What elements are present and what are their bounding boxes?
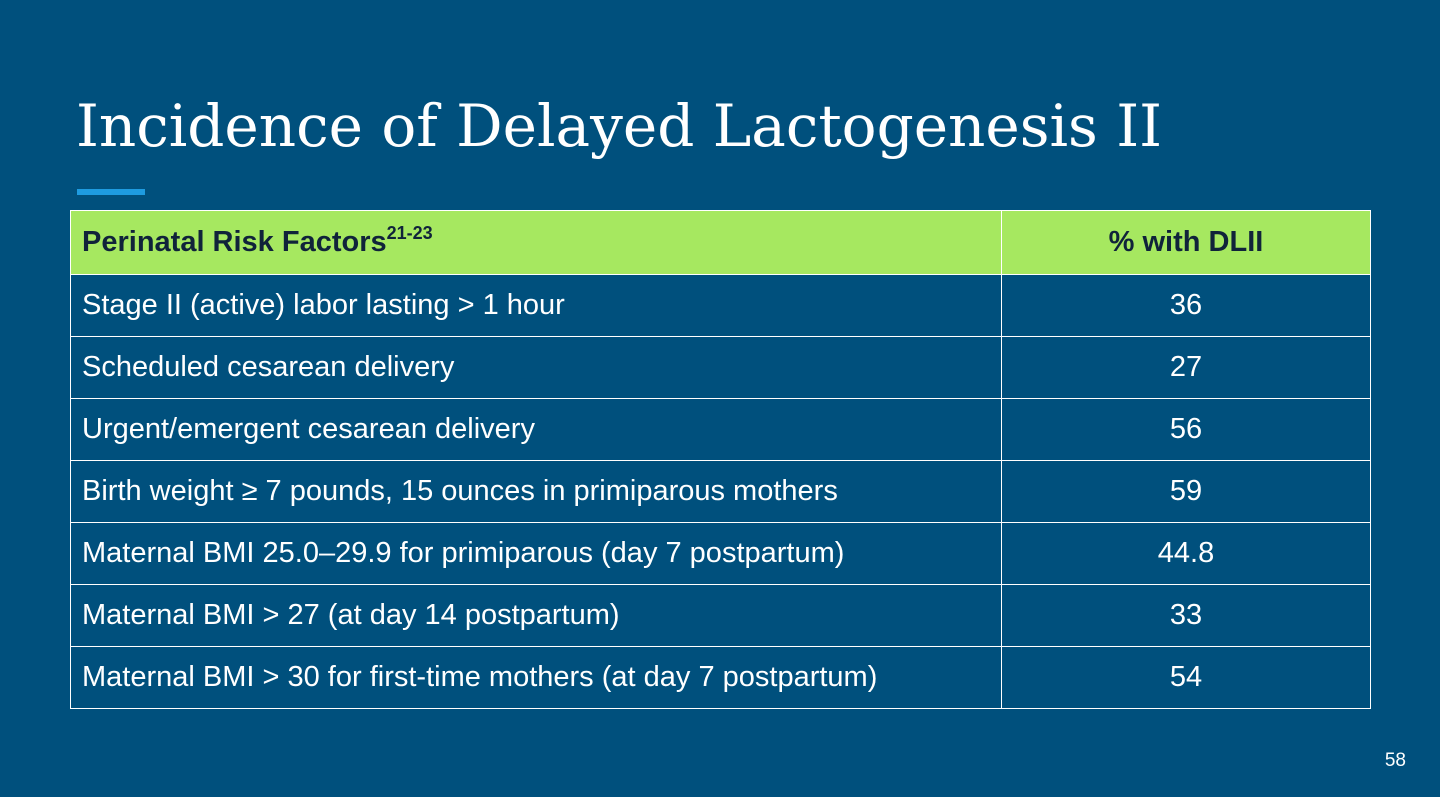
slide-title: Incidence of Delayed Lactogenesis II bbox=[76, 92, 1163, 160]
title-accent-bar bbox=[77, 189, 145, 195]
risk-factor-cell: Scheduled cesarean delivery bbox=[71, 337, 1002, 399]
header-risk-factors-label: Perinatal Risk Factors bbox=[82, 226, 387, 258]
table-row bbox=[71, 275, 1371, 337]
citation-superscript: 21-23 bbox=[386, 223, 433, 243]
header-percent-dlii: % with DLII bbox=[1002, 211, 1371, 275]
risk-factor-cell: Maternal BMI 25.0–29.9 for primiparous (day 7 postpartum) bbox=[71, 523, 1002, 585]
percent-cell: 36 bbox=[1002, 275, 1371, 337]
table-row bbox=[71, 461, 1371, 523]
percent-cell: 33 bbox=[1002, 585, 1371, 647]
table-row bbox=[71, 647, 1371, 709]
table-row bbox=[71, 585, 1371, 647]
table-row bbox=[71, 399, 1371, 461]
table-row bbox=[71, 523, 1371, 585]
percent-cell: 59 bbox=[1002, 461, 1371, 523]
risk-factor-cell: Birth weight ≥ 7 pounds, 15 ounces in primiparous mothers bbox=[71, 461, 1002, 523]
percent-cell: 54 bbox=[1002, 647, 1371, 709]
table-row bbox=[71, 337, 1371, 399]
risk-factor-cell: Stage II (active) labor lasting > 1 hour bbox=[71, 275, 1002, 337]
risk-factor-cell: Maternal BMI > 30 for first-time mothers (at day 7 postpartum) bbox=[71, 647, 1002, 709]
percent-cell: 27 bbox=[1002, 337, 1371, 399]
risk-factor-cell: Urgent/emergent cesarean delivery bbox=[71, 399, 1002, 461]
percent-cell: 44.8 bbox=[1002, 523, 1371, 585]
header-risk-factors bbox=[71, 211, 1002, 275]
risk-factors-table bbox=[70, 210, 1371, 709]
risk-factor-cell: Maternal BMI > 27 (at day 14 postpartum) bbox=[71, 585, 1002, 647]
percent-cell: 56 bbox=[1002, 399, 1371, 461]
page-number: 58 bbox=[1384, 750, 1406, 771]
table-header-row bbox=[71, 211, 1371, 275]
